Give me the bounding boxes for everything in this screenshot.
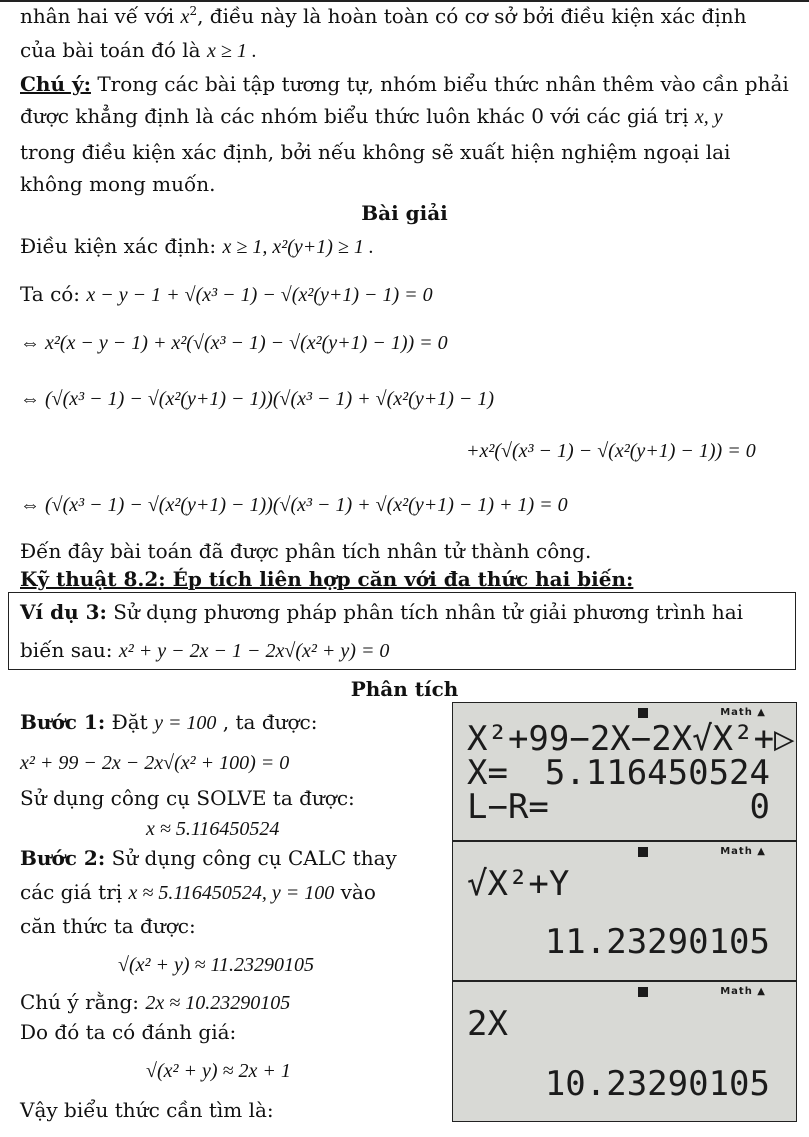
solution-heading: Bài giải <box>361 201 448 225</box>
calc1-lr-value: 0 <box>749 787 770 827</box>
step2-line-1: Bước 2: Sử dụng công cụ CALC thay <box>20 846 397 870</box>
note-line-2: được khẳng định là các nhóm biểu thức luôn khác 0 với các giá trị x, y <box>20 104 723 128</box>
step1-equation: x² + 99 − 2x − 2x√(x² + 100) = 0 <box>20 752 290 774</box>
top-rule <box>0 0 809 2</box>
calc2-expr: √X²+Y <box>467 864 570 904</box>
note-label: Chú ý: <box>20 72 91 96</box>
indicator-icon <box>638 708 648 718</box>
note-line-3: trong điều kiện xác định, bởi nếu không sẽ xuất hiện nghiệm ngoại lai <box>20 140 731 164</box>
math-mode-indicator: Math ▲ <box>720 846 766 857</box>
intro-line-2: của bài toán đó là x ≥ 1 . <box>20 38 257 62</box>
note-2x: Chú ý rằng: 2x ≈ 10.23290105 <box>20 990 291 1014</box>
math-mode-indicator: Math ▲ <box>720 986 766 997</box>
equation-3: ⇔ (√(x³ − 1) − √(x²(y+1) − 1))(√(x³ − 1) + √(x²(y+1) − 1) <box>20 388 495 410</box>
step1-line: Bước 1: Đặt y = 100 , ta được: <box>20 710 318 734</box>
calc1-x-value: 5.116450524 <box>544 753 770 793</box>
solve-result: x ≈ 5.116450524 <box>146 818 280 840</box>
calc3-expr: 2X <box>467 1004 508 1044</box>
intro-line-1: nhân hai vế với $x^2$, điều này là hoàn toàn có cơ sở bởi điều kiện xác định <box>20 4 747 28</box>
calc-screen-2 <box>453 842 796 980</box>
equation-4: ⇔ (√(x³ − 1) − √(x²(y+1) − 1))(√(x³ − 1) + √(x²(y+1) − 1) + 1) = 0 <box>20 494 568 516</box>
calc-screen-3 <box>453 982 796 1122</box>
final-text: Vậy biểu thức cần tìm là: <box>20 1098 274 1122</box>
calc1-expr: X²+99−2X−2X√X²+▷ <box>467 719 795 759</box>
solution-conclusion: Đến đây bài toán đã được phân tích nhân tử thành công. <box>20 539 592 563</box>
step2-line-3: căn thức ta được: <box>20 914 196 938</box>
analysis-heading: Phân tích <box>350 677 459 701</box>
calculator-panel <box>452 702 797 1122</box>
condition-line: Điều kiện xác định: x ≥ 1, x²(y+1) ≥ 1 . <box>20 234 374 258</box>
calc1-x-label: X= <box>467 753 508 793</box>
step2-line-2: các giá trị x ≈ 5.116450524, y = 100 vào <box>20 880 376 904</box>
example-line-1: Ví dụ 3: Sử dụng phương pháp phân tích nhân tử giải phương trình hai <box>20 600 744 624</box>
estimate: √(x² + y) ≈ 2x + 1 <box>146 1060 291 1082</box>
note-line-1: Chú ý: Trong các bài tập tương tự, nhóm biểu thức nhân thêm vào cần phải <box>20 72 789 96</box>
indicator-icon <box>638 987 648 997</box>
example-label: Ví dụ 3: <box>20 600 107 624</box>
example-line-2: biến sau: x² + y − 2x − 1 − 2x√(x² + y) = 0 <box>20 638 390 662</box>
indicator-icon <box>638 847 648 857</box>
calc1-lr-label: L−R= <box>467 787 549 827</box>
equation-2: ⇔ x²(x − y − 1) + x²(√(x³ − 1) − √(x²(y+1) − 1)) = 0 <box>20 332 448 354</box>
equation-3b: +x²(√(x³ − 1) − √(x²(y+1) − 1)) = 0 <box>466 440 756 462</box>
note-line-4: không mong muốn. <box>20 172 216 196</box>
solve-text: Sử dụng công cụ SOLVE ta được: <box>20 786 355 810</box>
calc3-value: 10.23290105 <box>544 1064 770 1104</box>
math-mode-indicator: Math ▲ <box>720 707 766 718</box>
technique-title: Kỹ thuật 8.2: Ép tích liên hợp căn với đa thức hai biến: <box>20 567 634 591</box>
estimate-text: Do đó ta có đánh giá: <box>20 1020 237 1044</box>
equation-1: Ta có: x − y − 1 + √(x³ − 1) − √(x²(y+1) − 1) = 0 <box>20 282 433 306</box>
calc2-value: 11.23290105 <box>544 922 770 962</box>
root-value: √(x² + y) ≈ 11.23290105 <box>118 954 315 976</box>
